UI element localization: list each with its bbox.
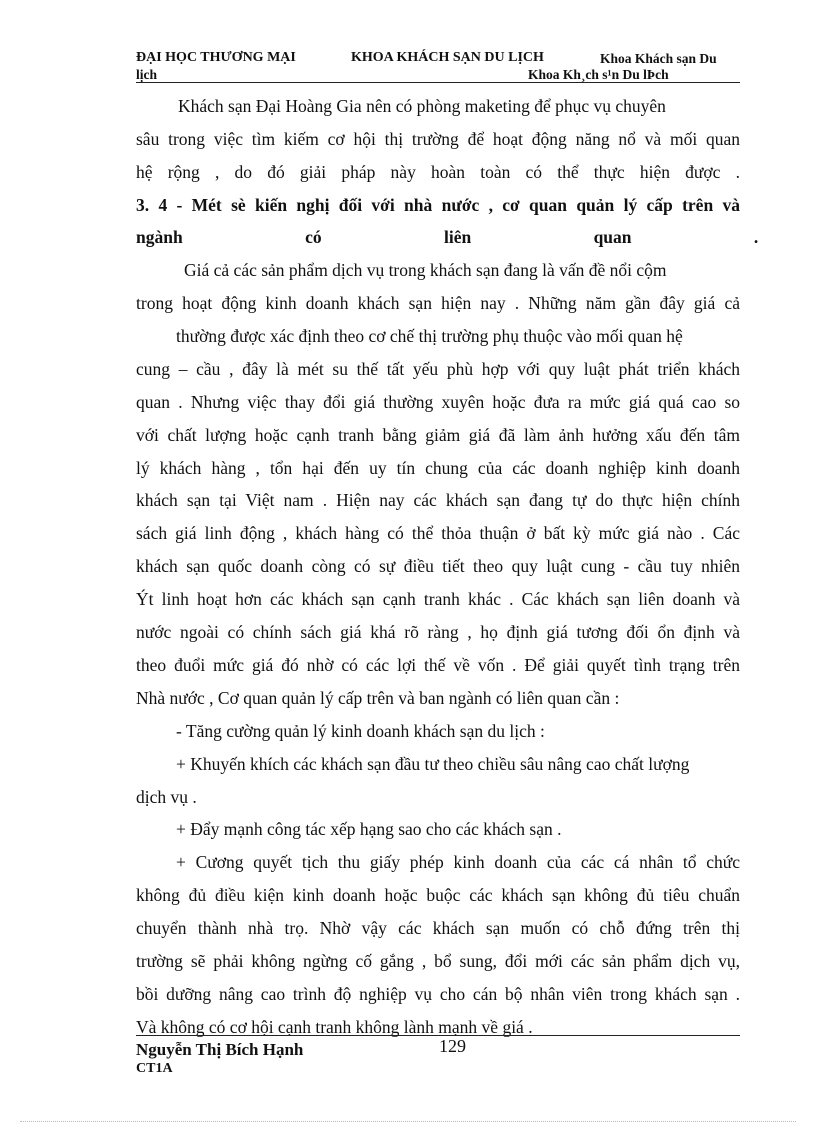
body-line-16: Ýt linh hoạt hơn các khách sạn cạnh tranh khác . Các khách sạn liên doanh và — [136, 589, 740, 609]
header-faculty-short-cont: lịch — [136, 67, 158, 82]
body-line-9: cung – cầu , đây là mét su thế tất yếu phù hợp với quy luật phát triển khách — [136, 359, 740, 379]
header-faculty-garbled: Khoa Kh¸ch s¹n Du lÞch — [528, 67, 669, 82]
header-university: ĐẠI HỌC THƯƠNG MẠI — [136, 50, 296, 65]
body-line-7: trong hoạt động kinh doanh khách sạn hiện nay . Những năm gần đây giá cả — [136, 293, 740, 313]
body-line-15: khách sạn quốc doanh còng có sự điều tiết theo quy luật cung - cầu tuy nhiên — [136, 556, 740, 576]
footer-rule — [136, 1035, 740, 1036]
list-item-4-line-5: bồi dưỡng nâng cao trình độ nghiệp vụ cho cán bộ nhân viên trong khách sạn . — [136, 984, 740, 1004]
body-line-14: sách giá linh động , khách hàng có thể thỏa thuận ở bất kỳ mức giá nào . Các — [136, 523, 740, 543]
list-item-2: + Khuyến khích các khách sạn đầu tư theo chiều sâu nâng cao chất lượng — [176, 754, 690, 774]
body-line-18: theo đuổi mức giá đó nhờ có các lợi thế về vốn . Để giải quyết tình trạng trên — [136, 655, 740, 675]
body-line-2: sâu trong việc tìm kiếm cơ hội thị trường để hoạt động năng nổ và mối quan — [136, 129, 740, 149]
header-rule — [136, 82, 740, 83]
section-heading-line-1: 3. 4 - Mét sè kiến nghị đối với nhà nước , cơ quan quản lý cấp trên và — [136, 195, 740, 215]
list-item-2-cont: dịch vụ . — [136, 787, 197, 807]
section-heading-line-2: ngành có liên quan . — [136, 227, 759, 247]
body-line-11: với chất lượng hoặc cạnh tranh bằng giảm giá đã làm ảnh hưởng xấu đến tâm — [136, 425, 740, 445]
body-line-13: khách sạn tại Việt nam . Hiện nay các khách sạn đang tự do thực hiện chính — [136, 490, 740, 510]
body-line-19: Nhà nước , Cơ quan quản lý cấp trên và ban ngành có liên quan cần : — [136, 688, 620, 708]
list-item-4-line-6: Và không có cơ hội cạnh tranh không lành mạnh về giá . — [136, 1017, 533, 1037]
footer-author: Nguyễn Thị Bích Hạnh — [136, 1040, 304, 1059]
body-line-10: quan . Nhưng việc thay đổi giá thường xuyên hoặc đưa ra mức giá quá cao so — [136, 392, 740, 412]
body-line-6: Giá cả các sản phẩm dịch vụ trong khách sạn đang là vấn đề nổi cộm — [184, 260, 667, 280]
header-faculty-short: Khoa Khách sạn Du — [600, 51, 717, 66]
list-item-4-line-4: trường sẽ phải không ngừng cố gắng , bổ sung, đổi mới các sản phẩm dịch vụ, — [136, 951, 740, 971]
header-faculty: KHOA KHÁCH SẠN DU LỊCH — [351, 50, 544, 65]
page-number: 129 — [439, 1036, 466, 1056]
body-line-8: thường được xác định theo cơ chế thị trường phụ thuộc vào mối quan hệ — [176, 326, 683, 346]
body-line-17: nước ngoài có chính sách giá khá rõ ràng , họ định giá tương đối ổn định và — [136, 622, 740, 642]
page-bottom-border — [20, 1121, 796, 1122]
body-line-12: lý khách hàng , tổn hại đến uy tín chung của các doanh nghiệp kinh doanh — [136, 458, 740, 478]
body-line-1: Khách sạn Đại Hoàng Gia nên có phòng maketing để phục vụ chuyên — [178, 96, 666, 116]
list-item-4-line-2: không đủ điều kiện kinh doanh hoặc buộc các khách sạn không đủ tiêu chuẩn — [136, 885, 740, 905]
list-item-4: + Cương quyết tịch thu giấy phép kinh doanh của các cá nhân tổ chức — [176, 852, 740, 872]
list-item-3: + Đẩy mạnh công tác xếp hạng sao cho các khách sạn . — [176, 819, 562, 839]
body-line-3: hệ rộng , do đó giải pháp này hoàn toàn có thể thực hiện được . — [136, 162, 740, 182]
footer-class: CT1A — [136, 1061, 173, 1076]
list-item-1: - Tăng cường quản lý kinh doanh khách sạn du lịch : — [176, 721, 545, 741]
list-item-4-line-3: chuyển thành nhà trọ. Nhờ vậy các khách sạn muốn có chỗ đứng trên thị — [136, 918, 740, 938]
